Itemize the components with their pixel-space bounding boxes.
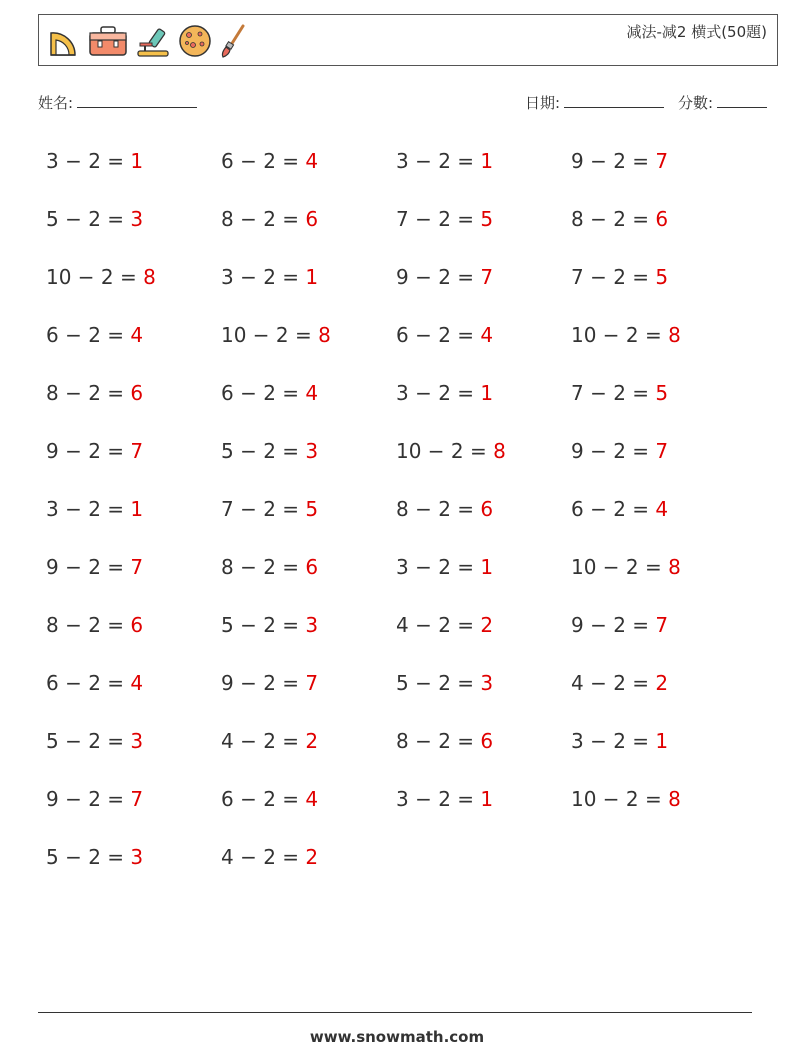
problem-question: 10 − 2 = [221, 323, 319, 347]
problem-item [221, 836, 318, 878]
problem-question: 3 − 2 = [396, 381, 481, 405]
problem-answer: 1 [130, 149, 144, 173]
problem-answer: 8 [668, 323, 681, 347]
problem-question: 4 − 2 = [221, 845, 306, 869]
problem-answer: 7 [655, 439, 669, 463]
problem-item [221, 140, 318, 182]
problem-item [571, 662, 668, 704]
problem-item [396, 488, 493, 530]
problem-item [46, 430, 143, 472]
problem-question: 6 − 2 = [46, 323, 131, 347]
problem-answer: 5 [655, 381, 669, 405]
problem-row [46, 372, 766, 430]
problem-row [46, 720, 766, 778]
microscope-icon [135, 23, 171, 59]
problem-item [571, 430, 668, 472]
problem-item [571, 140, 668, 182]
problem-question: 9 − 2 = [571, 613, 656, 637]
score-blank [717, 93, 767, 108]
problem-item [221, 198, 318, 240]
problem-answer: 3 [130, 207, 144, 231]
problem-item [396, 546, 493, 588]
problem-item [396, 778, 493, 820]
problem-question: 5 − 2 = [221, 613, 306, 637]
problem-answer: 6 [130, 613, 144, 637]
problem-answer: 7 [480, 265, 494, 289]
problem-item [46, 836, 143, 878]
problem-question: 5 − 2 = [221, 439, 306, 463]
problem-question: 9 − 2 = [46, 787, 131, 811]
problem-item [396, 140, 493, 182]
problem-answer: 6 [130, 381, 144, 405]
name-label: 姓名: [38, 94, 74, 112]
problem-answer: 7 [305, 671, 319, 695]
problem-item [221, 430, 318, 472]
problem-item [571, 604, 668, 646]
problem-question: 9 − 2 = [46, 555, 131, 579]
problem-question: 3 − 2 = [396, 787, 481, 811]
problem-answer: 8 [668, 787, 681, 811]
problem-question: 7 − 2 = [396, 207, 481, 231]
footer-url: www.snowmath.com [309, 1028, 485, 1046]
problem-answer: 4 [130, 671, 144, 695]
problem-row [46, 662, 766, 720]
problem-question: 7 − 2 = [571, 265, 656, 289]
problem-question: 5 − 2 = [46, 729, 131, 753]
problem-item [571, 720, 668, 762]
footer-divider [38, 1012, 752, 1013]
problem-question: 6 − 2 = [46, 671, 131, 695]
problem-question: 9 − 2 = [221, 671, 306, 695]
problem-question: 3 − 2 = [396, 555, 481, 579]
problem-question: 3 − 2 = [46, 149, 131, 173]
problem-item [396, 430, 506, 472]
problem-answer: 1 [480, 555, 494, 579]
problem-row [46, 140, 766, 198]
problem-item [46, 198, 143, 240]
problem-answer: 6 [655, 207, 669, 231]
problem-question: 4 − 2 = [221, 729, 306, 753]
problem-answer: 4 [130, 323, 144, 347]
problem-answer: 2 [305, 845, 319, 869]
problem-answer: 1 [480, 149, 494, 173]
problem-answer: 6 [305, 555, 319, 579]
problem-answer: 5 [480, 207, 494, 231]
problem-answer: 3 [305, 613, 319, 637]
worksheet-header [38, 14, 778, 66]
problem-answer: 8 [668, 555, 681, 579]
problem-answer: 3 [130, 729, 144, 753]
problem-item [571, 488, 668, 530]
problem-question: 8 − 2 = [221, 207, 306, 231]
problem-question: 3 − 2 = [571, 729, 656, 753]
problem-row [46, 256, 766, 314]
problem-question: 5 − 2 = [46, 845, 131, 869]
problem-question: 10 − 2 = [571, 555, 669, 579]
date-label: 日期: [525, 94, 561, 112]
problem-answer: 1 [480, 381, 494, 405]
problem-item [571, 372, 668, 414]
problem-item [221, 662, 318, 704]
problem-item [46, 314, 143, 356]
problem-answer: 6 [480, 497, 494, 521]
problem-question: 5 − 2 = [46, 207, 131, 231]
problem-grid [46, 140, 766, 894]
problem-question: 6 − 2 = [221, 149, 306, 173]
problem-answer: 7 [130, 555, 144, 579]
problem-answer: 4 [305, 787, 319, 811]
date-blank [564, 93, 664, 108]
problem-question: 8 − 2 = [221, 555, 306, 579]
problem-item [571, 546, 681, 588]
problem-item [221, 778, 318, 820]
problem-item [46, 140, 143, 182]
problem-item [46, 256, 156, 298]
problem-answer: 1 [305, 265, 319, 289]
problem-question: 6 − 2 = [396, 323, 481, 347]
problem-row [46, 314, 766, 372]
toolbox-icon [87, 23, 129, 59]
problem-row [46, 430, 766, 488]
problem-item [46, 604, 143, 646]
problem-item [46, 488, 143, 530]
problem-item [46, 778, 143, 820]
problem-question: 4 − 2 = [396, 613, 481, 637]
problem-row [46, 778, 766, 836]
problem-item [46, 720, 143, 762]
problem-answer: 2 [305, 729, 319, 753]
problem-question: 7 − 2 = [221, 497, 306, 521]
problem-item [571, 256, 668, 298]
problem-answer: 5 [655, 265, 669, 289]
problem-question: 10 − 2 = [396, 439, 494, 463]
name-blank [77, 93, 197, 108]
problem-question: 8 − 2 = [571, 207, 656, 231]
score-field [678, 92, 767, 113]
problem-item [221, 372, 318, 414]
problem-item [396, 662, 493, 704]
problem-question: 9 − 2 = [571, 149, 656, 173]
problem-answer: 2 [655, 671, 669, 695]
problem-question: 9 − 2 = [571, 439, 656, 463]
problem-question: 7 − 2 = [571, 381, 656, 405]
problem-item [396, 256, 493, 298]
problem-answer: 1 [130, 497, 144, 521]
problem-answer: 8 [143, 265, 156, 289]
problem-question: 3 − 2 = [221, 265, 306, 289]
problem-item [571, 198, 668, 240]
problem-item [396, 198, 493, 240]
date-field [525, 92, 664, 113]
problem-row [46, 488, 766, 546]
problem-item [396, 372, 493, 414]
problem-question: 9 − 2 = [46, 439, 131, 463]
problem-answer: 5 [305, 497, 319, 521]
problem-question: 8 − 2 = [396, 729, 481, 753]
problem-row [46, 604, 766, 662]
problem-item [221, 488, 318, 530]
problem-answer: 2 [480, 613, 494, 637]
problem-question: 5 − 2 = [396, 671, 481, 695]
problem-item [221, 546, 318, 588]
problem-question: 4 − 2 = [571, 671, 656, 695]
problem-item [571, 778, 681, 820]
problem-answer: 7 [655, 149, 669, 173]
problem-item [396, 604, 493, 646]
cookie-icon [177, 23, 213, 59]
problem-question: 8 − 2 = [396, 497, 481, 521]
problem-item [396, 720, 493, 762]
problem-question: 3 − 2 = [396, 149, 481, 173]
problem-answer: 8 [318, 323, 331, 347]
problem-question: 6 − 2 = [571, 497, 656, 521]
problem-answer: 7 [655, 613, 669, 637]
problem-item [46, 372, 143, 414]
problem-answer: 4 [655, 497, 669, 521]
problem-question: 10 − 2 = [571, 787, 669, 811]
problem-question: 10 − 2 = [571, 323, 669, 347]
problem-answer: 6 [480, 729, 494, 753]
protractor-icon [45, 23, 81, 59]
problem-question: 8 − 2 = [46, 381, 131, 405]
problem-item [46, 546, 143, 588]
problem-answer: 4 [305, 381, 319, 405]
problem-question: 6 − 2 = [221, 787, 306, 811]
problem-item [221, 314, 331, 356]
problem-answer: 1 [655, 729, 669, 753]
problem-question: 9 − 2 = [396, 265, 481, 289]
problem-answer: 7 [130, 787, 144, 811]
problem-item [221, 720, 318, 762]
problem-answer: 8 [493, 439, 506, 463]
problem-answer: 4 [480, 323, 494, 347]
problem-item [46, 662, 143, 704]
problem-question: 6 − 2 = [221, 381, 306, 405]
problem-answer: 3 [480, 671, 494, 695]
problem-answer: 4 [305, 149, 319, 173]
problem-answer: 1 [480, 787, 494, 811]
problem-item [221, 256, 318, 298]
problem-row [46, 836, 766, 894]
problem-answer: 6 [305, 207, 319, 231]
name-field [38, 92, 197, 113]
problem-item [396, 314, 493, 356]
problem-question: 10 − 2 = [46, 265, 144, 289]
problem-item [571, 314, 681, 356]
problem-answer: 3 [130, 845, 144, 869]
header-icons [45, 20, 249, 62]
problem-question: 3 − 2 = [46, 497, 131, 521]
problem-item [221, 604, 318, 646]
problem-answer: 7 [130, 439, 144, 463]
problem-question: 8 − 2 = [46, 613, 131, 637]
score-label: 分數: [678, 94, 714, 112]
worksheet-title: 减法-减2 横式(50題) [626, 23, 767, 41]
paintbrush-icon [219, 23, 249, 59]
problem-row [46, 546, 766, 604]
problem-answer: 3 [305, 439, 319, 463]
problem-row [46, 198, 766, 256]
